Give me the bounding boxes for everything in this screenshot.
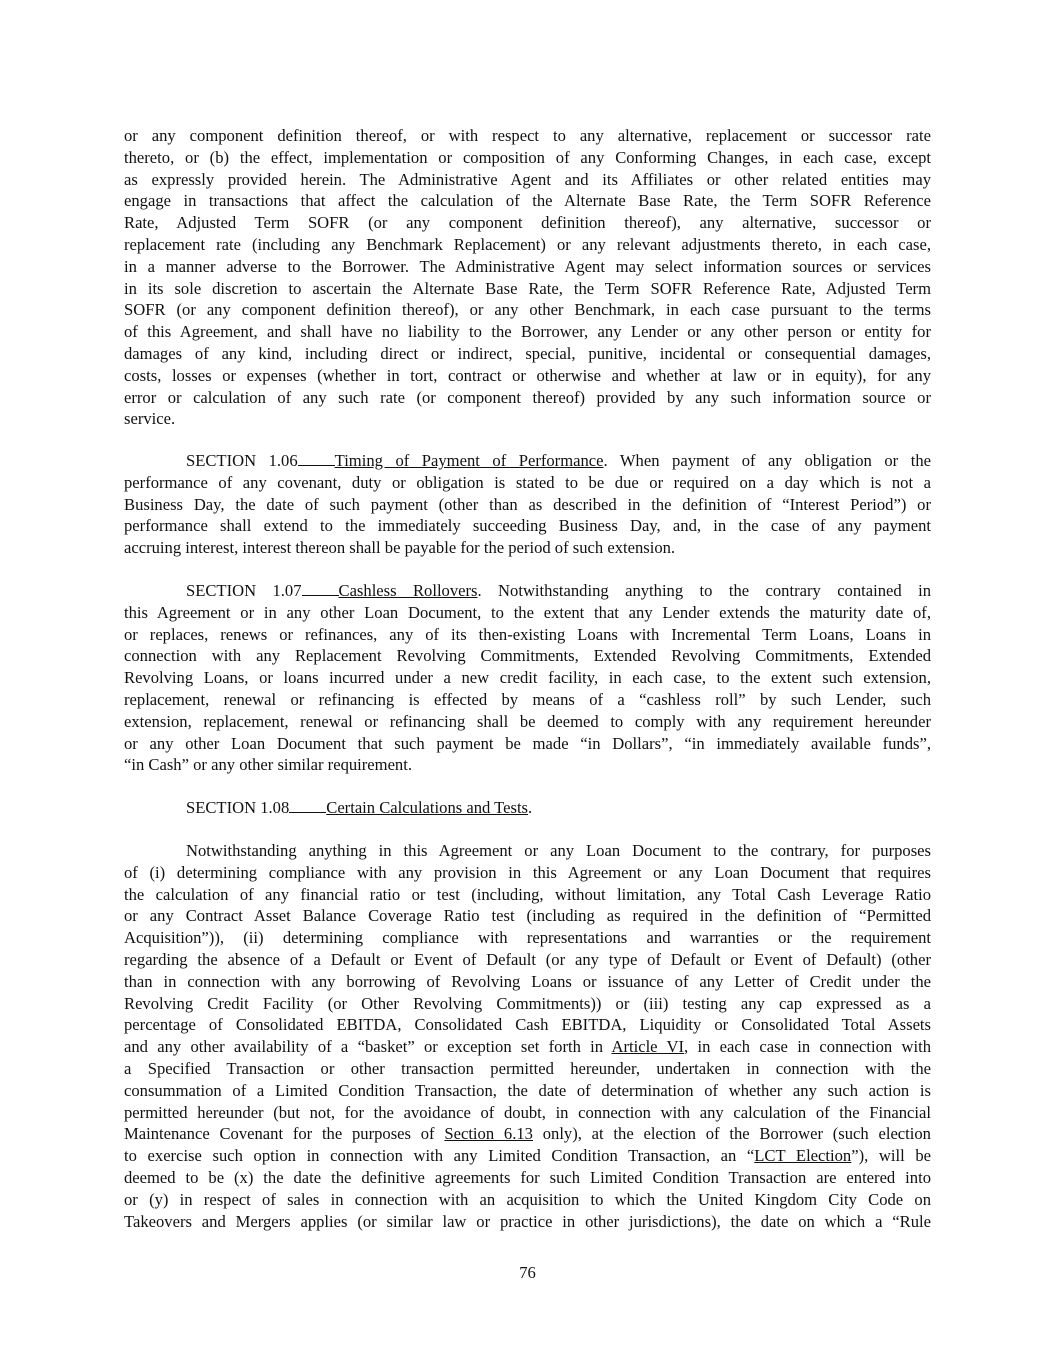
text-run: ”), will be	[851, 1146, 931, 1166]
section-1-06	[124, 450, 931, 559]
section-number: SECTION 1.07	[186, 581, 302, 600]
text-line: Business Day, the date of such payment (other than as described in the definition of “Interest Period”) or	[124, 494, 931, 514]
text-line: replacement rate (including any Benchmark Replacement) or any relevant adjustments thereto, in each case,	[124, 234, 931, 254]
page-number: 76	[519, 1263, 536, 1282]
text-run: and any other availability of a “basket” or exception set forth in	[124, 1037, 612, 1057]
text-line: a Specified Transaction or other transaction permitted hereunder, undertaken in connection with the	[124, 1058, 931, 1078]
text-line: service.	[124, 409, 176, 429]
text-line: Acquisition”)), (ii) determining compliance with representations and warranties or the requirement	[124, 928, 931, 948]
text-line: this Agreement or in any other Loan Document, to the extent that any Lender extends the maturity date of,	[124, 602, 931, 622]
section-heading-line	[124, 580, 931, 602]
text-line: performance shall extend to the immediately succeeding Business Day, and, in the case of any payment	[124, 516, 931, 536]
text-line: performance of any covenant, duty or obligation is stated to be due or required on a day which is not a	[124, 472, 931, 492]
text-line: extension, replacement, renewal or refinancing shall be deemed to comply with any requirement hereunder	[124, 711, 931, 731]
section-1-07	[124, 580, 931, 776]
text-line: Rate, Adjusted Term SOFR (or any component definition thereof), any alternative, successor or	[124, 213, 931, 233]
text-line: consummation of a Limited Condition Transaction, the date of determination of whether any such action is	[124, 1080, 931, 1100]
heading-gap	[298, 451, 335, 466]
text-line: Revolving Credit Facility (or Other Revolving Commitments)) or (iii) testing any cap expressed as a	[124, 993, 931, 1013]
text-line	[124, 1036, 931, 1058]
text-line: connection with any Replacement Revolving Commitments, Extended Revolving Commitments, Extended	[124, 646, 931, 666]
text-line: costs, losses or expenses (whether in tort, contract or otherwise and whether at law or in equity), for any	[124, 365, 931, 385]
text-line: or any component definition thereof, or with respect to any alternative, replacement or successor rate	[124, 126, 931, 145]
heading-gap	[289, 798, 326, 813]
text-run: only), at the election of the Borrower (such election	[532, 1124, 931, 1144]
text-line: of this Agreement, and shall have no liability to the Borrower, any Lender or any other person or entity for	[124, 322, 931, 342]
text-line: than in connection with any borrowing of Revolving Loans or issuance of any Letter of Credit under the	[124, 971, 931, 991]
text-line: in a manner adverse to the Borrower. The Administrative Agent may select information sources or services	[124, 256, 931, 276]
text-line: the calculation of any financial ratio or test (including, without limitation, any Total Cash Leverage Ratio	[124, 884, 931, 904]
text-line: or replaces, renews or refinances, any of its then-existing Loans with Incremental Term Loans, Loans in	[124, 624, 931, 644]
text-line: deemed to be (x) the date the definitive agreements for such Limited Condition Transaction are entered into	[124, 1167, 931, 1187]
text-line: or (y) in respect of sales in connection with an acquisition to which the United Kingdom City Code on	[124, 1189, 931, 1209]
text-line: thereto, or (b) the effect, implementation or composition of any Conforming Changes, in each case, except	[124, 147, 931, 167]
text-line: SOFR (or any component definition thereof), or any other Benchmark, in each case pursuant to the terms	[124, 300, 931, 320]
text-line: of (i) determining compliance with any provision in this Agreement or any Loan Document that requires	[124, 862, 931, 882]
text-line	[124, 1145, 931, 1167]
text-line: as expressly provided herein. The Administrative Agent and its Affiliates or other related entities may	[124, 169, 931, 189]
section-title: Cashless Rollovers	[338, 581, 478, 600]
text-line: Notwithstanding anything in this Agreement or any Loan Document to the contrary, for purposes	[186, 841, 931, 860]
text-run: Maintenance Covenant for the purposes of	[124, 1124, 445, 1144]
text-run: , in each case in connection with	[684, 1037, 931, 1057]
text-line: Revolving Loans, or loans incurred under a new credit facility, in each case, to the extent such extension,	[124, 668, 931, 688]
text-line: engage in transactions that affect the calculation of the Alternate Base Rate, the Term SOFR Reference	[124, 191, 931, 211]
section-heading-line	[124, 450, 931, 472]
text-line: error or calculation of any such rate (or component thereof) provided by any such information source or	[124, 387, 931, 407]
text-line: permitted hereunder (but not, for the avoidance of doubt, in connection with any calculation of the Financial	[124, 1102, 931, 1122]
text-line: damages of any kind, including direct or indirect, special, punitive, incidental or consequential damages,	[124, 343, 931, 363]
lct-election-term: LCT Election	[754, 1146, 852, 1166]
text-line: percentage of Consolidated EBITDA, Consolidated Cash EBITDA, Liquidity or Consolidated Total Assets	[124, 1015, 931, 1035]
section-number: SECTION 1.08	[186, 798, 290, 817]
article-vi-link[interactable]: Article VI	[611, 1037, 685, 1057]
text-line: or any Contract Asset Balance Coverage Ratio test (including as required in the definition of “Permitted	[124, 906, 931, 926]
text-line: accruing interest, interest thereon shall be payable for the period of such extension.	[124, 538, 676, 558]
section-title: Certain Calculations and Tests	[326, 798, 529, 817]
section-title: Timing of Payment of Performance	[334, 451, 604, 470]
text-line: replacement, renewal or refinancing is effected by means of a “cashless roll” by such Lender, such	[124, 689, 931, 709]
section-1-08-heading	[124, 797, 931, 819]
text-line: or any other Loan Document that such payment be made “in Dollars”, “in immediately available funds”,	[124, 733, 931, 753]
text-line: “in Cash” or any other similar requirement.	[124, 755, 412, 775]
heading-gap	[302, 581, 339, 596]
paragraph-benchmark-disclaimer	[124, 125, 931, 430]
section-6-13-link[interactable]: Section 6.13	[444, 1124, 533, 1144]
paragraph-calculations	[124, 840, 931, 1232]
text-run: . When payment of any obligation or the	[603, 451, 931, 470]
text-run: .	[528, 798, 533, 817]
text-run: to exercise such option in connection with any Limited Condition Transaction, an “	[124, 1146, 755, 1166]
section-heading-line	[124, 797, 931, 819]
text-line: regarding the absence of a Default or Event of Default (or any type of Default or Event of Default) (other	[124, 949, 931, 969]
text-line: in its sole discretion to ascertain the Alternate Base Rate, the Term SOFR Reference Rate, Adjusted Term	[124, 278, 931, 298]
text-line: Takeovers and Mergers applies (or similar law or practice in other jurisdictions), the date on which a “Rule	[124, 1211, 931, 1231]
section-number: SECTION 1.06	[186, 451, 298, 470]
text-run: . Notwithstanding anything to the contrary contained in	[477, 581, 931, 600]
text-line	[124, 1123, 931, 1145]
